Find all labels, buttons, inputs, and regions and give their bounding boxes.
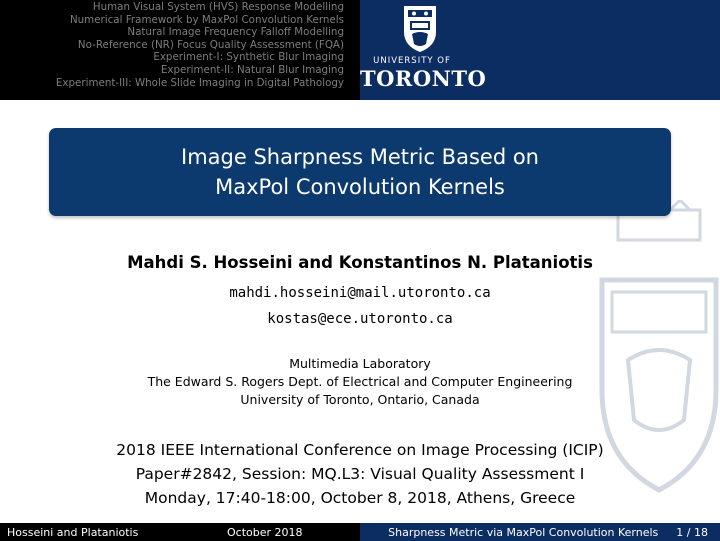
university-of-label: UNIVERSITY OF xyxy=(373,56,451,66)
affiliation-department: The Edward S. Rogers Dept. of Electrical and Computer Engineering xyxy=(147,374,573,389)
footer-date: October 2018 xyxy=(227,525,303,539)
footer-right xyxy=(360,523,720,541)
nav-section-experiment-2[interactable]: Experiment-II: Natural Blur Imaging xyxy=(160,63,344,76)
author-email-2[interactable]: kostas@ece.utoronto.ca xyxy=(267,311,453,327)
footer-author: Hosseini and Plataniotis xyxy=(7,525,139,539)
author-names: Mahdi S. Hosseini and Konstantinos N. Plataniotis xyxy=(127,253,593,272)
footer-left xyxy=(0,523,360,541)
nav-section-experiment-1[interactable]: Experiment-I: Synthetic Blur Imaging xyxy=(153,51,344,64)
conference-name: 2018 IEEE International Conference on Image Processing (ICIP) xyxy=(116,441,604,459)
author-email-1[interactable]: mahdi.hosseini@mail.utoronto.ca xyxy=(229,285,491,301)
footer-page-number: 1 / 18 xyxy=(676,525,708,539)
slide-footer xyxy=(0,523,720,541)
affiliation-university: University of Toronto, Ontario, Canada xyxy=(240,392,480,407)
title-block xyxy=(49,128,671,216)
nav-section-hvs[interactable]: Human Visual System (HVS) Response Modelling xyxy=(92,1,344,13)
title-line-1: Image Sharpness Metric Based on xyxy=(181,145,539,169)
presentation-date: Monday, 17:40-18:00, October 8, 2018, Athens, Greece xyxy=(144,489,576,507)
section-navigation xyxy=(0,0,360,100)
paper-session: Paper#2842, Session: MQ.L3: Visual Quality Assessment I xyxy=(135,465,585,483)
affiliation-lab: Multimedia Laboratory xyxy=(289,356,431,371)
title-line-2: MaxPol Convolution Kernels xyxy=(215,175,505,199)
university-name-label: TORONTO xyxy=(360,66,487,91)
footer-short-title: Sharpness Metric via MaxPol Convolution Kernels xyxy=(388,525,659,539)
university-crest-icon xyxy=(402,4,438,54)
nav-section-fqa[interactable]: No-Reference (NR) Focus Quality Assessment (FQA) xyxy=(77,38,344,51)
nav-section-falloff[interactable]: Natural Image Frequency Falloff Modelling xyxy=(127,26,344,39)
nav-section-maxpol[interactable]: Numerical Framework by MaxPol Convolution Kernels xyxy=(69,13,344,26)
nav-section-experiment-3[interactable]: Experiment-III: Whole Slide Imaging in Digital Pathology xyxy=(55,76,344,89)
section-list xyxy=(56,1,344,89)
